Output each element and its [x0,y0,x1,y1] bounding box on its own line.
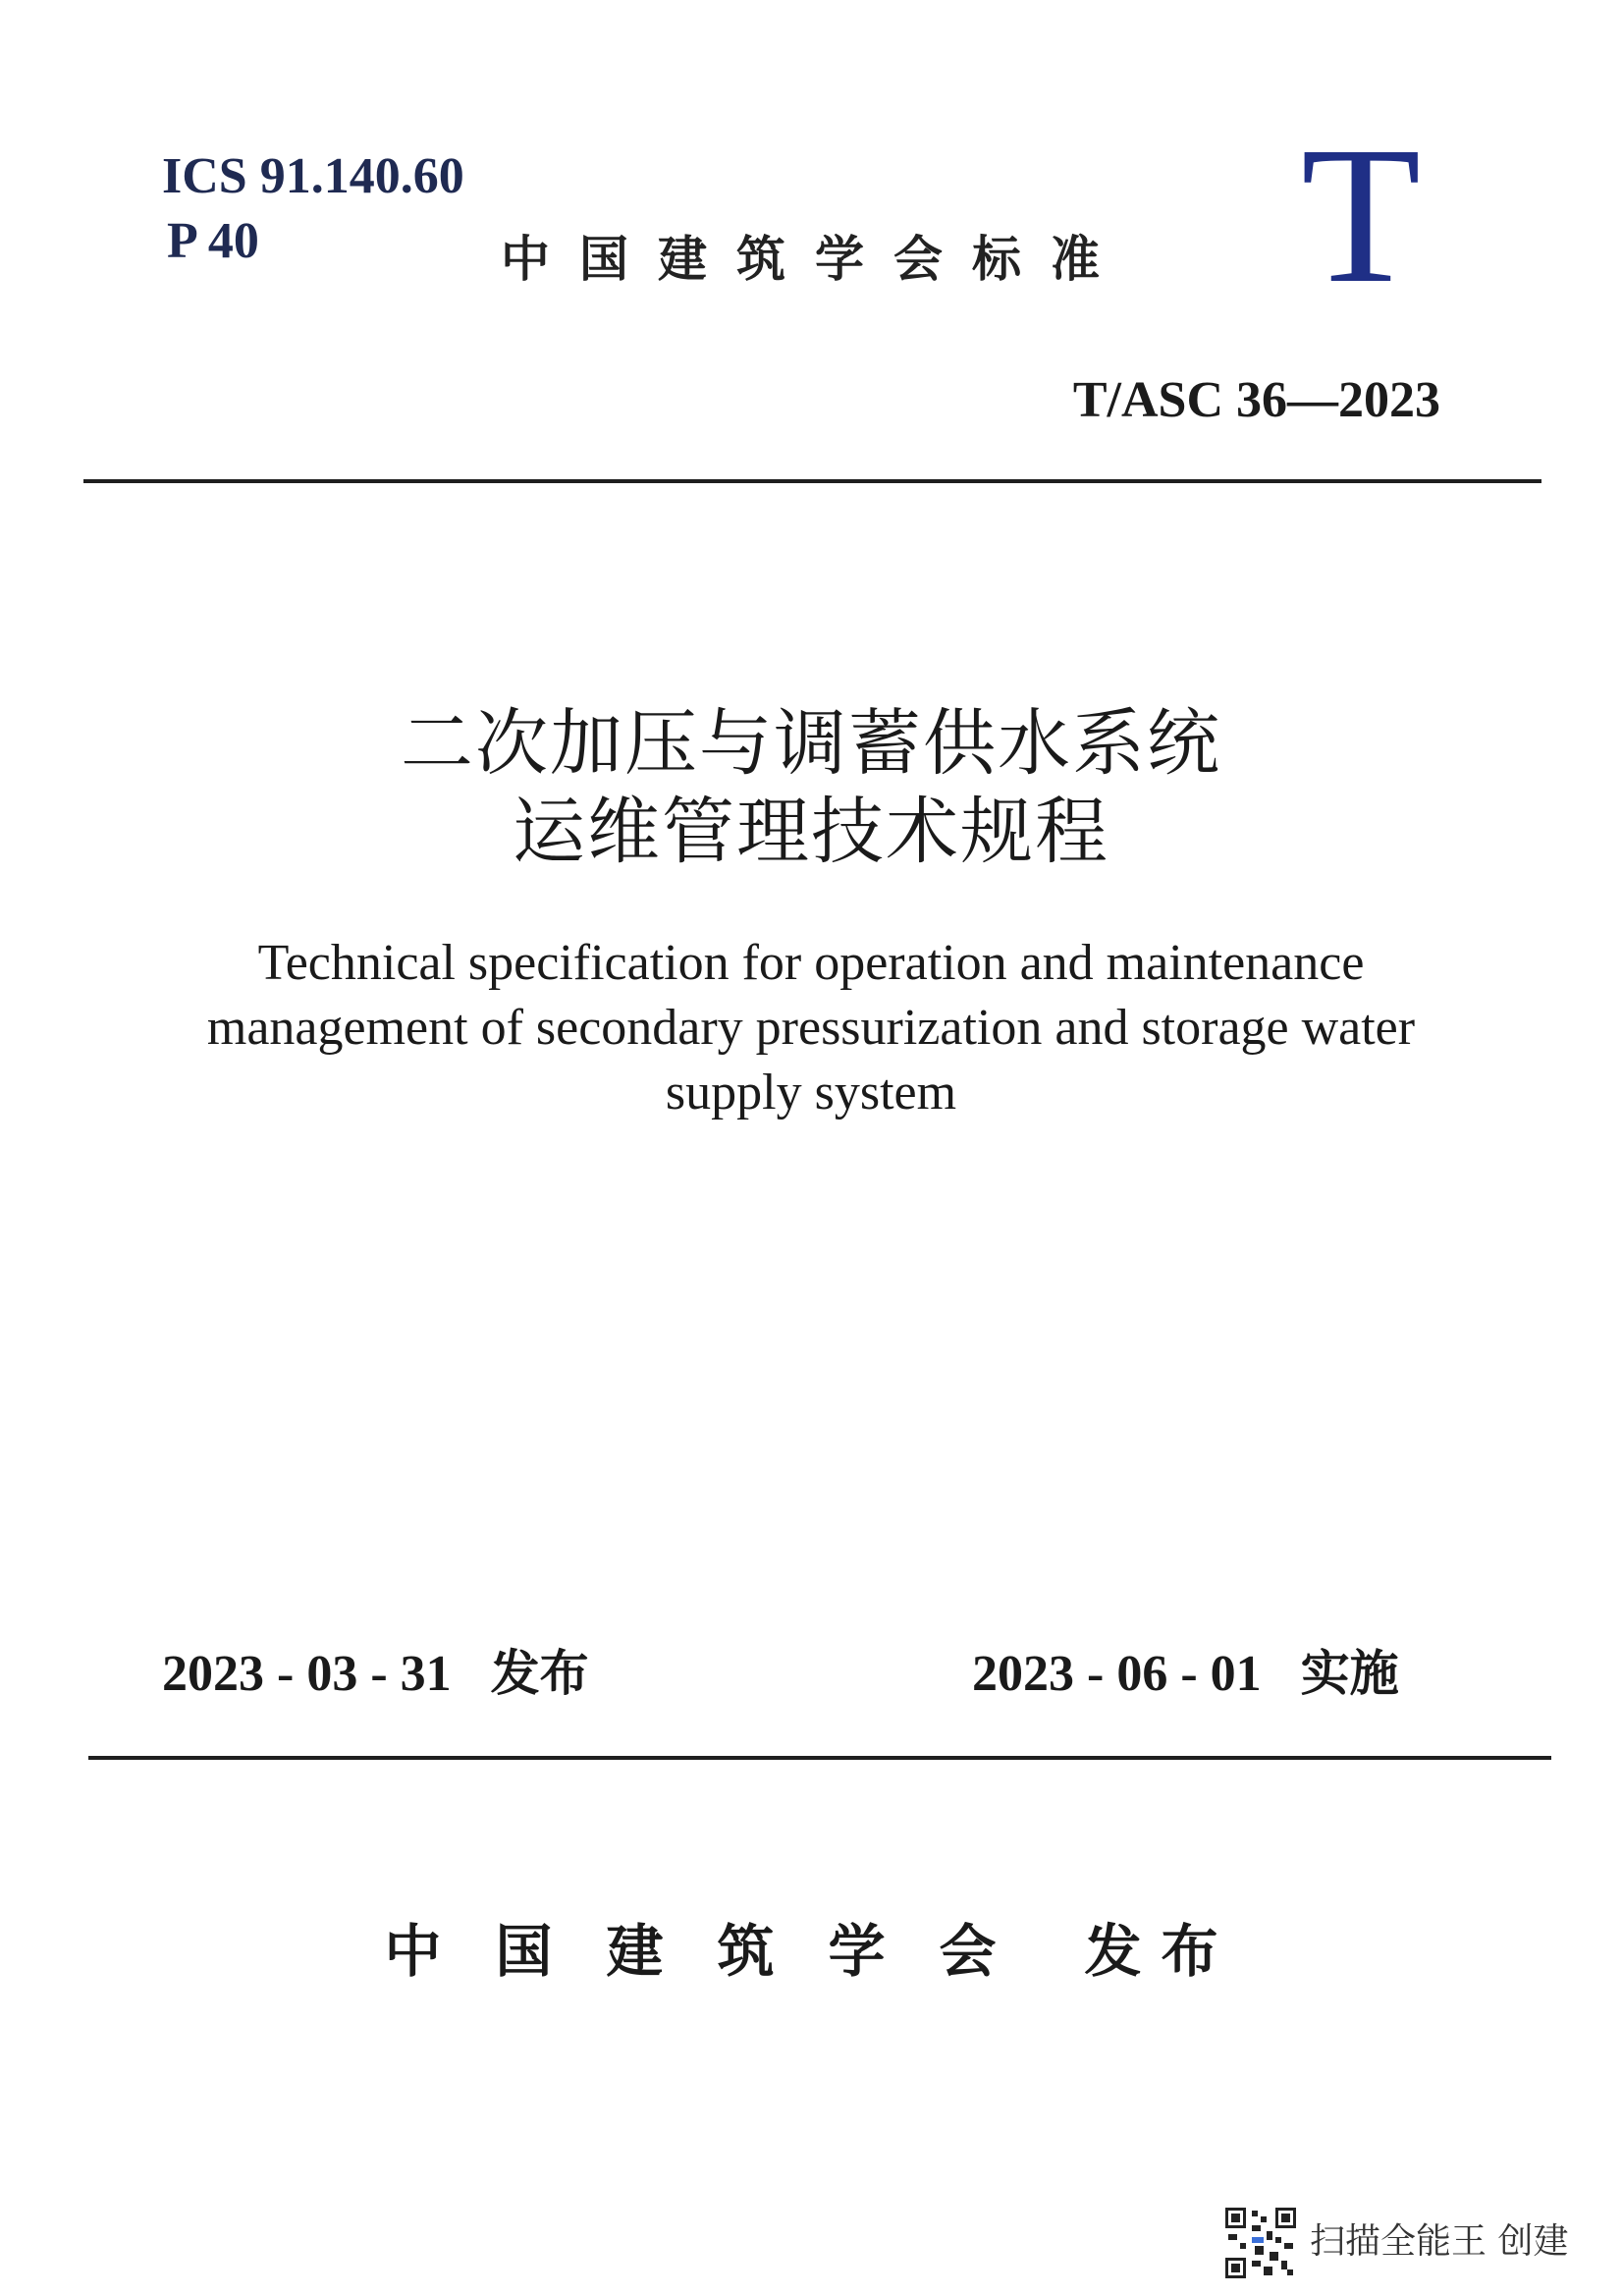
bottom-divider [88,1756,1551,1760]
issue-label: 发布 [490,1645,589,1702]
issue-date: 2023 - 03 - 31 [162,1646,452,1702]
organization-standard-label: 中国建筑学会标准 [501,231,1129,288]
issue-date-block [162,1642,589,1706]
implementation-date-block [972,1642,1399,1706]
title-chinese-line-2: 运维管理技术规程 [513,790,1109,874]
scanner-watermark: 扫描全能王 创建 [1310,2221,1569,2262]
implementation-date: 2023 - 06 - 01 [972,1646,1262,1702]
publisher-org: 中国建筑学会 [384,1918,1051,1985]
top-divider [83,479,1541,483]
implementation-label: 实施 [1300,1645,1399,1702]
publisher-line [0,1917,1622,1986]
title-english-line-1: Technical specification for operation and maintenance [257,935,1365,991]
title-english-line-3: supply system [665,1065,957,1121]
standard-category-letter: T [1301,107,1422,324]
classification-code: P 40 [167,213,259,269]
title-english-line-2: management of secondary pressurization and storage water [206,1000,1416,1056]
ics-code: ICS 91.140.60 [162,148,464,204]
standard-number: T/ASC 36—2023 [1072,372,1440,428]
title-chinese-line-1: 二次加压与调蓄供水系统 [401,701,1221,786]
publisher-action: 发布 [1084,1918,1238,1985]
qr-code-icon [1225,2208,1296,2278]
